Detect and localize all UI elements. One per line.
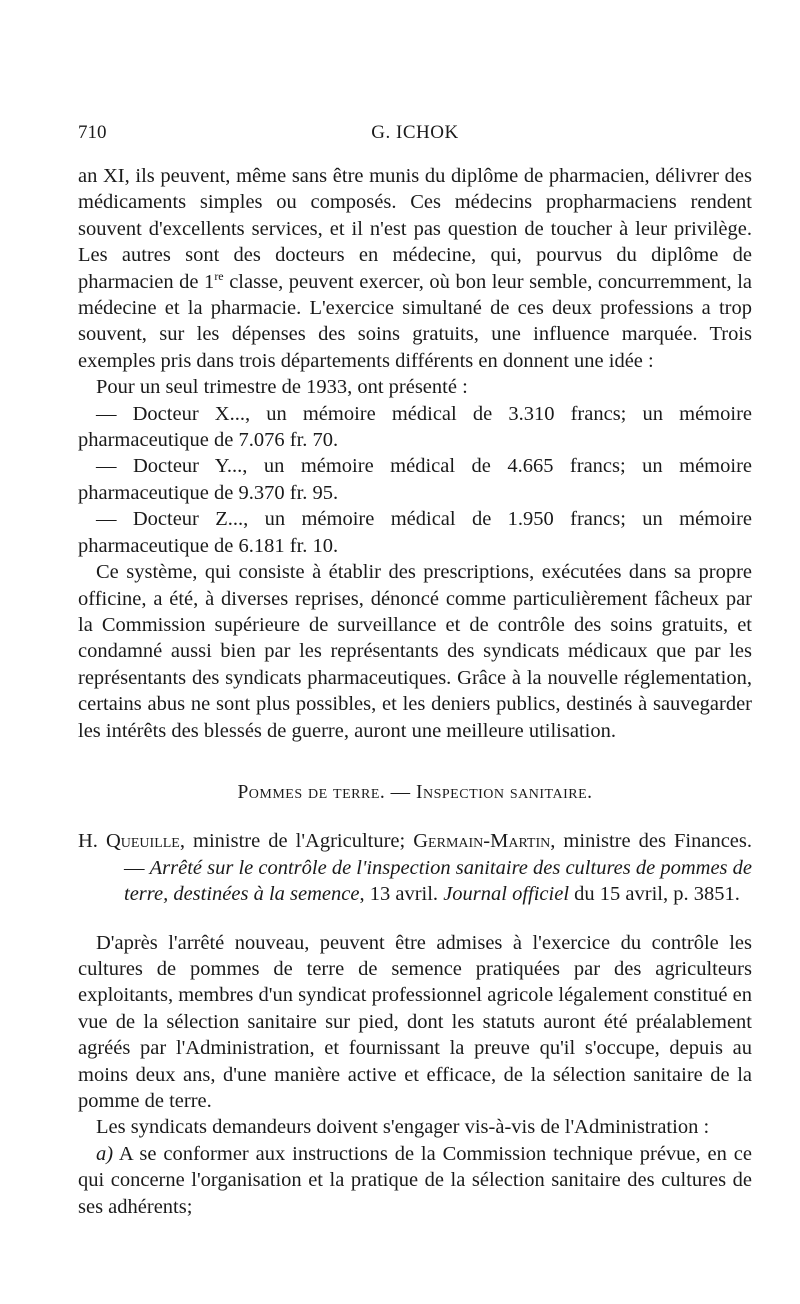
reference-text-2: , ministre des Finances. — [124,830,752,879]
example-doctor-x: — Docteur X..., un mémoire médical de 3.310 francs; un mémoire pharmaceutique de 7.076 fr. 70. [78,402,752,452]
paragraph-arrete: D'après l'arrêté nouveau, peuvent être admises à l'exercice du contrôle les cultures de pommes de terre de semence pratiquées par des agriculteurs exploitants, membres d'un syndicat professionnel agricole légalement constitué en vue de la sélection sanitaire sur pied, dont les statuts auront été préalablement agréés par l'Administration, et fournissant la preuve qu'il s'occupe, depuis au moins deux ans, d'une manière active et efficace, de la sélection sanitaire de la pomme de terre. [78,931,752,1112]
reference-text-3: , 13 avril. [359,883,444,906]
section-title: Pommes de terre. — Inspection sanitaire. [237,781,593,803]
paragraph-text-end: classe, peuvent exercer, où bon leur semble, concurremment, la médecine et la pharmacie. L'exercice simultané de ces deux professions a trop souvent, sur les dépenses des soins gratuits, une influence marquée. Trois exemples pris dans trois départements différents en donnent une idée : [78,270,752,372]
paragraph-syndicats: Les syndicats demandeurs doivent s'engager vis-à-vis de l'Administration : [96,1116,710,1139]
paragraph-intro-examples: Pour un seul trimestre de 1933, ont présenté : [96,376,468,399]
ordinal-superscript: re [214,268,224,283]
running-head-author: G. ICHOK [371,122,459,143]
reference-journal: Journal officiel [443,883,570,906]
reference-initial: H. [78,830,106,853]
paragraph-item-a [78,1141,752,1220]
item-text-a: A se conformer aux instructions de la Commission technique prévue, en ce qui concerne l'organisation et la pratique de la sélection sanitaire des cultures de ses adhérents; [78,1142,752,1218]
item-label-a: a) [96,1142,114,1165]
paragraph-continuation [78,163,752,374]
running-head [78,120,752,146]
example-doctor-z: — Docteur Z..., un mémoire médical de 1.950 francs; un mémoire pharmaceutique de 6.181 fr. 10. [78,508,752,557]
reference-title: Arrêté sur le contrôle de l'inspection sanitaire des cultures de pommes de terre, destinées à la semence [124,856,753,906]
paragraph-text: an XI, ils peuvent, même sans être munis du diplôme de pharmacien, délivrer des médicaments simples ou composés. Ces médecins propharmaciens rendent souvent d'excellents services, et il n'est pas question de toucher à leur privilège. Les autres sont des docteurs en médecine, qui, pourvus du diplôme de pharmacien de 1 [78,165,752,293]
reference-text-1: , ministre de l'Agriculture; [179,830,414,853]
legal-reference [78,828,752,907]
page-number: 710 [78,122,107,143]
reference-text-4: du 15 avril, p. 3851. [569,883,740,906]
reference-name-queuille: Queuille [105,830,180,853]
example-doctor-y: — Docteur Y..., un mémoire médical de 4.665 francs; un mémoire pharmaceutique de 9.370 fr. 95. [78,455,752,504]
reference-name-germain-martin: Germain-Martin [413,830,551,853]
paragraph-system: Ce système, qui consiste à établir des prescriptions, exécutées dans sa propre officine, a été, à diverses reprises, dénoncé comme particulièrement fâcheux par la Commission supérieure de surveillance et de contrôle des soins gratuits, et condamné aussi bien par les représentants des syndicats médicaux que par les représentants des syndicats pharmaceutiques. Grâce à la nouvelle réglementation, certains abus ne sont plus possibles, et les deniers publics, destinés à sauvegarder les intérêts des blessés de guerre, auront une meilleure utilisation. [78,561,752,742]
